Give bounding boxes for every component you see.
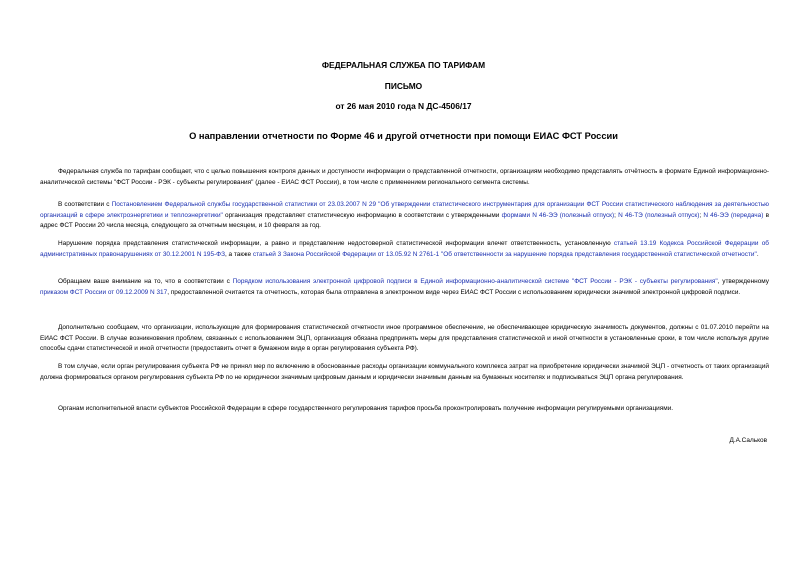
paragraph-2 [40,200,769,231]
agency-name: ФЕДЕРАЛЬНАЯ СЛУЖБА ПО ТАРИФАМ [321,60,486,70]
link-fst-order-317[interactable]: приказом ФСТ России от 09.12.2009 N 317 [40,288,168,296]
paragraph-3-text-1: Нарушение порядка представления статистической информации, а равно и представление недостоверной статистической информации влечет ответственность, установленную [58,240,614,248]
paragraph-6: В том случае, если орган регулирования субъекта РФ не принял мер по включению в обоснованные расходы организации коммунального комплекса затрат на приобретение юридически значимой ЭЦП - отчетность от таких организаций должна формироваться органом регулирования субъекта РФ по не юридически значимым цифровым данным и юридически значимым данным на бумажных носителях и подписываться ЭЦП органа регулирования. [40,363,769,381]
paragraph-2-text-2: организация представляет статистическую информацию в соответствии с утвержденными [222,211,502,219]
paragraph-3-text-3: . [756,250,759,258]
paragraph-3-text-2: , а также [224,250,253,258]
document-title: О направлении отчетности по Форме 46 и другой отчетности при помощи ЕИАС ФСТ России [189,131,618,141]
paragraph-2-text-1: В соответствии с [58,201,112,209]
paragraph-5: Дополнительно сообщаем, что организации, использующие для формирования статистической отчетности иное программное обеспечение, не обеспечивающее юридическую значимость документов, должны с 01.07.2010 перейти на ЕИАС ФСТ России. В случае возникновения проблем, связанных с использованием ЭЦП, организация обязана предпринять меры для представления статистической и иной отчетности в установленные сроки, в том числе используя другие способы сдачи статистической и иной отчетности (предоставить отчет в бумажном виде в орган регулирования субъекта РФ). [40,324,769,353]
paragraph-4 [40,277,769,298]
link-koap-article-13-19[interactable]: статьей 13.19 Кодекса Российской Федерации об административных правонарушениях от 30.12.2001 N 195-ФЗ [40,240,769,258]
paragraph-3 [40,239,769,260]
document-date-number: от 26 мая 2010 года N ДС-4506/17 [335,101,472,111]
paragraph-2-text-3: ; [614,211,619,219]
link-form-46-ee-peredacha[interactable]: N 46-ЭЭ (передача) [703,211,764,219]
paragraph-4-text-1: Обращаем ваше внимание на то, что в соответствии с [58,278,233,286]
paragraph-2-text-4: ; [699,211,704,219]
paragraph-1: Федеральная служба по тарифам сообщает, что с целью повышения контроля данных и доступности информации о представленной отчетности, организациям необходимо представлять отчётность в формате Единой информационно-аналитической системы "ФСТ России - РЭК - субъекты регулирования" (далее - ЕИАС ФСТ России), в том числе с применением регионального сегмента системы. [40,168,769,186]
link-rosstat-resolution[interactable]: Постановлением Федеральной службы государственной статистики от 23.03.2007 N 29 "Об утверждении статистического инструментария для организации ФСТ России статистического наблюдения за деятельностью организаций в сфере электроэнергетики и теплоэнергетики" [40,201,770,219]
link-law-2761-1-article-3[interactable]: статьей 3 Закона Российской Федерации от 13.05.92 N 2761-1 "Об ответственности за нарушение порядка представления государственной статистической отчетности" [252,250,757,258]
paragraph-7: Органам исполнительной власти субъектов Российской Федерации в сфере государственного регулирования тарифов просьба проконтролировать получение информации регулируемыми организациями. [58,405,674,413]
link-form-46-ee-otpusk[interactable]: формами N 46-ЭЭ (полезный отпуск) [501,211,615,219]
paragraph-2-text-5: в адрес ФСТ России 20 числа месяца, следующего за отчетным месяцем, и 10 февраля за год. [40,211,769,230]
paragraph-4-text-2: , утвержденному [717,278,769,286]
signature: Д.А.Сальков [729,437,767,444]
link-form-46-te-otpusk[interactable]: N 46-ТЭ (полезный отпуск) [618,211,700,219]
document-type: ПИСЬМО [384,81,423,91]
paragraph-4-text-3: , предоставленной считается та отчетность, которая была отправлена в электронном виде через ЕИАС ФСТ России с использованием юридически значимой электронной цифровой подписи. [167,288,741,296]
link-eds-procedure[interactable]: Порядком использования электронной цифровой подписи в Единой информационно-аналитической системе "ФСТ России - РЭК - субъекты регулирования" [232,278,718,286]
